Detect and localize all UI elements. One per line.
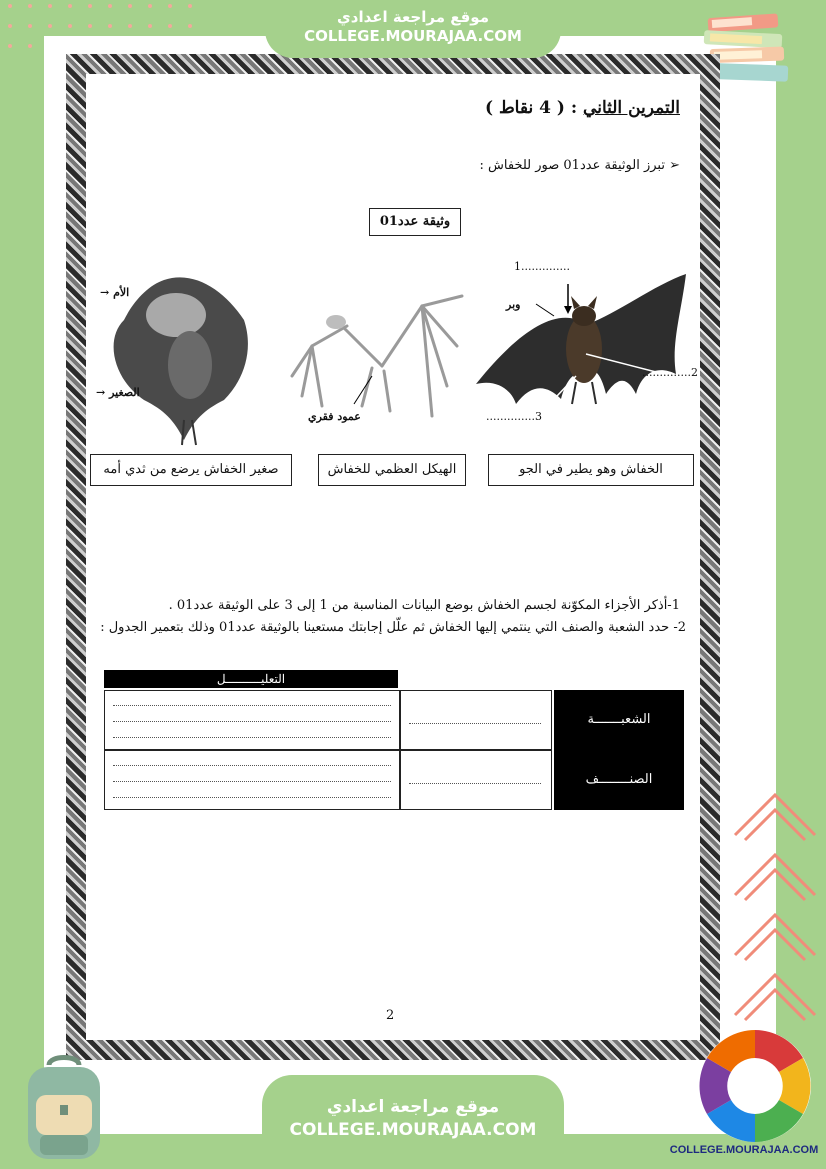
mother-label-text: الأم: [113, 286, 130, 299]
caption-mother-young: صغير الخفاش يرضع من ثدي أمه: [90, 454, 292, 486]
skeleton-label-spine: عمود فقري: [308, 410, 361, 423]
answer-line: [113, 737, 391, 738]
answer-line: [409, 723, 541, 724]
mother-label: [100, 286, 129, 299]
exercise-points: : ( 4 نقاط ): [485, 98, 578, 118]
answer-line: [409, 783, 541, 784]
question-1: 1-أذكر الأجزاء المكوّنة لجسم الخفاش بوضع البيانات المناسبة من 1 إلى 3 على الوثيقة عدد01 .: [168, 598, 680, 613]
decorative-chevrons: [730, 790, 820, 1030]
caption-skeleton: الهيكل العظمي للخفاش: [318, 454, 466, 486]
bottom-site-banner[interactable]: [262, 1075, 564, 1169]
site-logo[interactable]: [694, 1024, 816, 1164]
top-site-arabic: موقع مراجعة اعدادي: [337, 8, 489, 26]
table-cell-class-answer[interactable]: [400, 750, 552, 810]
caption-flying-bat: الخفاش وهو يطير في الجو: [488, 454, 694, 486]
top-site-banner[interactable]: [265, 0, 561, 58]
arrow-icon: →: [100, 286, 110, 299]
top-site-url[interactable]: COLLEGE.MOURAJAA.COM: [304, 27, 522, 45]
table-label-class: [554, 750, 684, 810]
exercise-title: [485, 98, 680, 118]
table-header-justification: التعليــــــــــل: [104, 670, 398, 688]
bat-skeleton-figure: [272, 286, 472, 436]
young-label: [96, 386, 140, 399]
exercise-document: [86, 74, 700, 1040]
arrow-icon: →: [96, 386, 106, 399]
table-cell-justification-1[interactable]: [104, 690, 400, 750]
answer-line: [113, 797, 391, 798]
bat-label-fur: وبر: [506, 298, 521, 311]
bat-label-2: ..............2: [642, 366, 698, 379]
question-2: 2- حدد الشعبة والصنف التي ينتمي إليها الخفاش ثم علّل إجابتك مستعينا بالوثيقة عدد01 وذلك بتعمير الجدول :: [100, 620, 686, 635]
answer-line: [113, 781, 391, 782]
exercise-intro: [480, 158, 680, 173]
backpack-icon: [14, 1055, 114, 1165]
logo-url[interactable]: COLLEGE.MOURAJAA.COM: [669, 1144, 819, 1156]
document-label: وثيقة عدد01: [369, 208, 461, 236]
exercise-intro-text: تبرز الوثيقة عدد01 صور للخفاش :: [479, 158, 665, 173]
bottom-site-arabic: موقع مراجعة اعدادي: [326, 1097, 500, 1117]
table-label-phylum-text: الشعبـــــــة: [587, 712, 651, 727]
bat-label-1: 1..............: [514, 260, 570, 273]
table-cell-phylum-answer[interactable]: [400, 690, 552, 750]
table-label-phylum: [554, 690, 684, 750]
answer-line: [113, 705, 391, 706]
exercise-title-main: التمرين الثاني: [583, 98, 680, 118]
answer-line: [113, 765, 391, 766]
arrow-bullet-icon: ➢: [664, 158, 680, 173]
answer-line: [113, 721, 391, 722]
table-label-class-text: الصنــــــــف: [585, 772, 653, 787]
young-label-text: الصغير: [109, 386, 140, 399]
page-number: 2: [386, 1008, 395, 1023]
table-cell-justification-2[interactable]: [104, 750, 400, 810]
answer-table: [104, 690, 684, 810]
bat-label-3: ..............3: [486, 410, 542, 423]
bottom-site-url[interactable]: COLLEGE.MOURAJAA.COM: [289, 1120, 537, 1140]
